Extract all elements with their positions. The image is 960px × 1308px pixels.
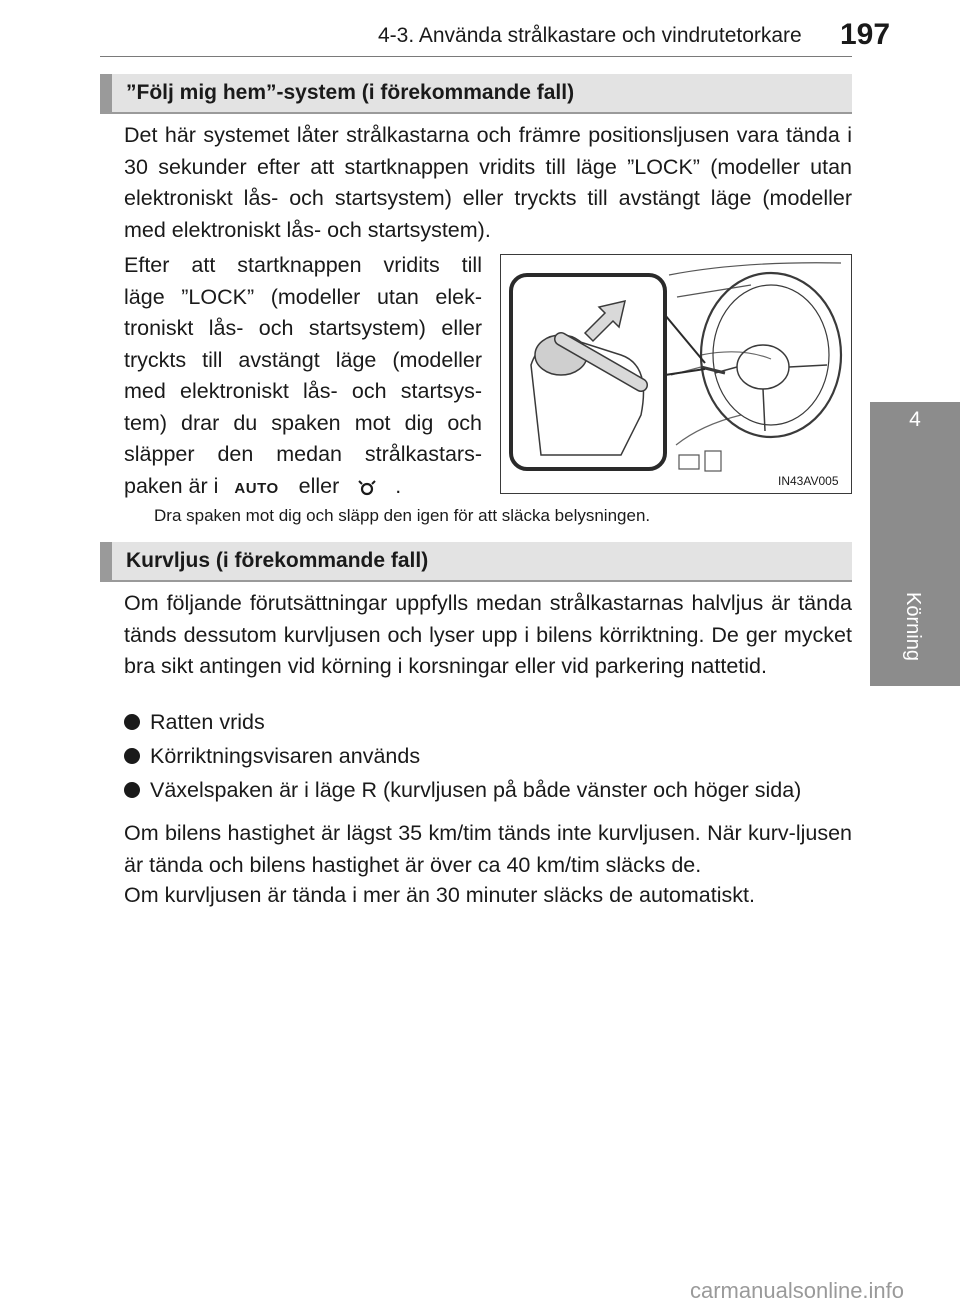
list-item	[124, 710, 265, 735]
dashboard-lever-drawing	[501, 255, 850, 492]
list-item	[124, 778, 801, 803]
section-title-follow-me-home: ”Följ mig hem”-system (i förekommande fall)	[126, 81, 575, 104]
section-title-cornering-lights: Kurvljus (i förekommande fall)	[126, 549, 429, 572]
headlight-lever-illustration	[500, 254, 852, 494]
section-header-underline	[100, 580, 852, 582]
follow-me-home-instruction	[124, 250, 482, 504]
instruction-last-line	[124, 471, 482, 505]
page-number: 197	[840, 18, 891, 51]
instruction-line: Efter att startknappen vridits till	[124, 253, 482, 277]
instruction-line: läge ”LOCK” (modeller utan elek-	[124, 284, 482, 309]
follow-me-home-note: Dra spaken mot dig och släpp den igen för att släcka belysningen.	[154, 506, 651, 525]
section-header-edge	[100, 74, 112, 112]
cornering-lights-speed-paragraph: Om bilens hastighet är lägst 35 km/tim tänds inte kurvljusen. När kurv-ljusen är tända och bilens hastighet är över ca 40 km/tim släcks de.	[124, 821, 852, 877]
instruction-line: tem) drar du spaken mot dig och	[124, 410, 482, 435]
section-header-edge	[100, 542, 112, 580]
bullet-text: Ratten vrids	[150, 710, 265, 734]
section-header-underline	[100, 112, 852, 114]
chapter-title: 4-3. Använda strålkastare och vindrutetorkare	[378, 24, 802, 47]
instruction-last-mid: eller	[298, 473, 340, 498]
bullet-dot-icon	[124, 748, 140, 764]
bullet-dot-icon	[124, 782, 140, 798]
instruction-last-prefix: paken är i	[124, 473, 219, 498]
bullet-text: Körriktningsvisaren används	[150, 744, 421, 768]
bullet-dot-icon	[124, 714, 140, 730]
illustration-code: IN43AV005	[778, 474, 839, 488]
instruction-line: tryckts till avstängt läge (modeller	[124, 347, 482, 372]
side-tab-number: 4	[909, 408, 921, 431]
cornering-lights-intro: Om följande förutsättningar uppfylls medan strålkastarnas halvljus är tända tänds dessutom kurvljusen och lyser upp i bilens körriktning. De ger mycket bra sikt antingen vid körning i korsningar eller vid parkering nattetid.	[124, 591, 852, 678]
auto-symbol: AUTO	[234, 479, 279, 497]
side-tab-label: Körning	[902, 592, 924, 661]
headlight-lamp-icon	[353, 475, 381, 495]
follow-me-home-intro: Det här systemet låter strålkastarna och främre positionsljusen vara tända i 30 sekunder efter att startknappen vridits till läge ”LOCK” (modeller utan elektroniskt lås- och startsystem) eller tryckts till avstängt läge (modeller med elektroniskt lås- och startsystem).	[124, 123, 852, 242]
header-divider	[100, 56, 852, 57]
instruction-line: troniskt lås- och startsystem) eller	[124, 316, 482, 340]
bullet-text: Växelspaken är i läge R (kurvljusen på både vänster och höger sida)	[150, 778, 802, 802]
list-item	[124, 744, 420, 769]
cornering-lights-timeout-paragraph: Om kurvljusen är tända i mer än 30 minuter släcks de automatiskt.	[124, 883, 755, 907]
instruction-line: med elektroniskt lås- och startsys-	[124, 379, 482, 403]
instruction-last-end: .	[395, 473, 402, 498]
watermark: carmanualsonline.info	[690, 1278, 905, 1303]
instruction-line: släpper den medan strålkastars-	[124, 442, 482, 466]
